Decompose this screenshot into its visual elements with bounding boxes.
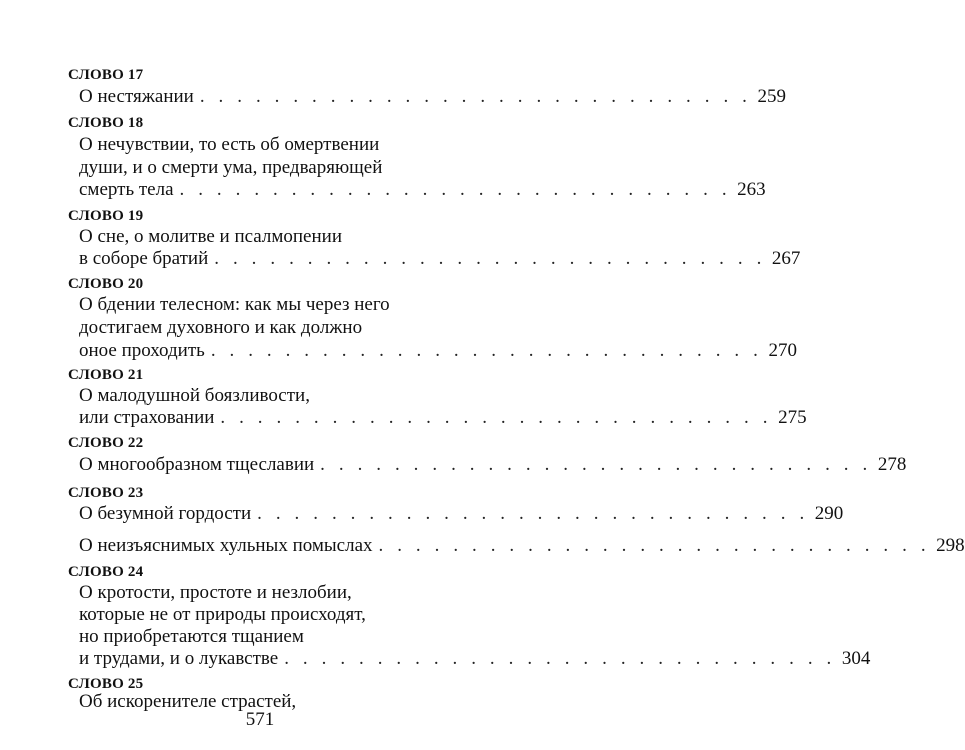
section-heading: СЛОВО 24: [68, 564, 144, 580]
section-heading: СЛОВО 25: [68, 676, 144, 692]
toc-entry-line: [79, 339, 797, 363]
toc-entry-line: но приобретаются тщанием: [79, 626, 304, 647]
toc-entry-line: О малодушной боязливости,: [79, 385, 310, 406]
toc-entry-line: О сне, о молитве и псалмопении: [79, 226, 342, 247]
toc-entry-line: достигаем духовного и как должно: [79, 317, 363, 338]
section-heading: СЛОВО 17: [68, 67, 144, 83]
toc-entry-line: О нечувствии, то есть об омертвении: [79, 134, 380, 155]
dot-leader: . . . . . . . . . . . . . . . . . . . . . . . . . . . . . .: [220, 407, 773, 428]
page-number: 270: [768, 340, 797, 361]
dot-leader: . . . . . . . . . . . . . . . . . . . . . . . . . . . . . .: [284, 648, 836, 669]
toc-entry-line: [79, 178, 766, 202]
page-number: 275: [778, 407, 807, 428]
page-number: 298: [936, 535, 965, 556]
section-heading: СЛОВО 23: [68, 485, 144, 501]
page-number: 259: [757, 86, 786, 107]
dot-leader: . . . . . . . . . . . . . . . . . . . . . . . . . . . . . .: [214, 248, 766, 269]
section-heading: СЛОВО 19: [68, 208, 144, 224]
section-heading: СЛОВО 22: [68, 435, 144, 451]
section-heading: СЛОВО 21: [68, 367, 144, 383]
entry-title: и трудами, и о лукавстве: [79, 648, 279, 669]
dot-leader: . . . . . . . . . . . . . . . . . . . . . . . . . . . . . .: [257, 503, 809, 524]
toc-entry-line: которые не от природы происходят,: [79, 604, 366, 625]
page-number: 290: [814, 503, 844, 524]
toc-entry-line: [79, 502, 844, 526]
entry-title: О нестяжании: [79, 86, 194, 107]
toc-entry-line: [79, 85, 786, 109]
entry-title: или страховании: [79, 407, 215, 428]
toc-entry-line: души, и о смерти ума, предваряющей: [79, 157, 383, 178]
toc-entry-line: [79, 406, 807, 430]
toc-entry-line: [79, 534, 965, 558]
toc-entry-line: [79, 647, 871, 671]
page-number: 263: [737, 179, 766, 200]
entry-title: оное проходить: [79, 340, 205, 361]
toc-entry-line: О кротости, простоте и незлобии,: [79, 582, 352, 603]
toc-entry-line: [79, 453, 907, 477]
page-number: 278: [877, 454, 907, 475]
entry-title: О безумной гордости: [79, 503, 252, 524]
page-folio: 571: [245, 709, 275, 730]
dot-leader: . . . . . . . . . . . . . . . . . . . . . . . . . . . . . .: [320, 454, 872, 475]
dot-leader: . . . . . . . . . . . . . . . . . . . . . . . . . . . . . .: [378, 535, 931, 556]
dot-leader: . . . . . . . . . . . . . . . . . . . . . . . . . . . . . .: [199, 86, 752, 107]
toc-entry-line: [79, 247, 801, 271]
dot-leader: . . . . . . . . . . . . . . . . . . . . . . . . . . . . . .: [179, 179, 732, 200]
toc-entry-line: Об искоренителе страстей,: [79, 691, 297, 712]
page-number: 304: [841, 648, 871, 669]
entry-title: О многообразном тщеславии: [79, 454, 315, 475]
section-heading: СЛОВО 18: [68, 115, 144, 131]
toc-entry-line: О бдении телесном: как мы через него: [79, 294, 390, 315]
page-number: 267: [771, 248, 801, 269]
entry-title: смерть тела: [79, 179, 174, 200]
entry-title: в соборе братий: [79, 248, 209, 269]
dot-leader: . . . . . . . . . . . . . . . . . . . . . . . . . . . . . .: [210, 340, 763, 361]
entry-title: О неизъяснимых хульных помыслах: [79, 535, 373, 556]
section-heading: СЛОВО 20: [68, 276, 144, 292]
